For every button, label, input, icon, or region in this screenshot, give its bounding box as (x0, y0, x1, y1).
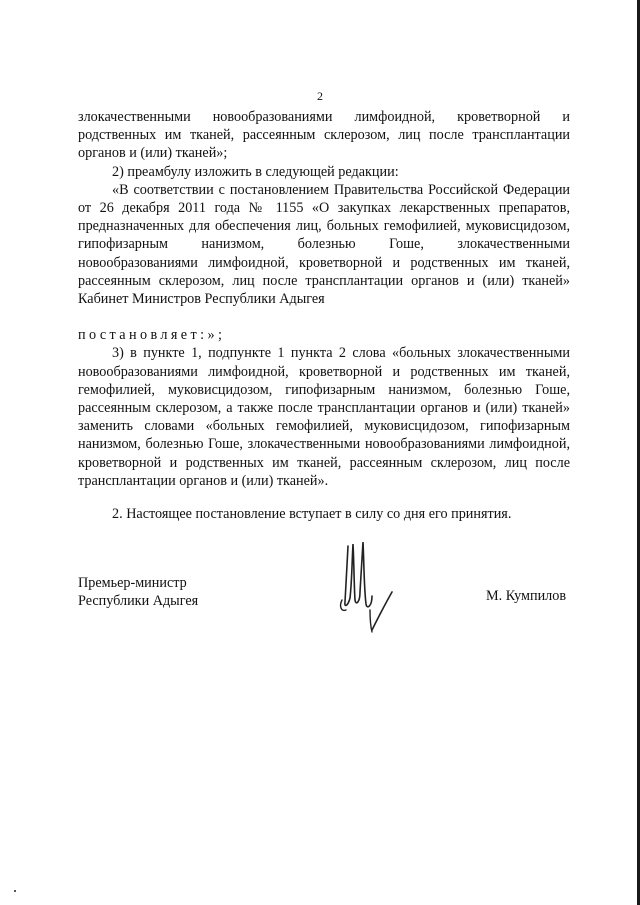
decree-word: постановляет:»; (78, 327, 226, 344)
signatory-title-line1: Премьер-министр (78, 575, 187, 591)
document-body (78, 108, 570, 523)
scan-speck (14, 890, 16, 892)
handwritten-signature (330, 540, 400, 640)
paragraph-preamble-item: 2) преамбулу изложить в следующей редакции: (112, 163, 399, 180)
paragraph-continuation: злокачественными новообразованиями лимфоидной, кроветворной и родственных им тканей, рассеянным склерозом, лиц после трансплантации органов и (или) тканей»; (78, 109, 570, 162)
signatory-title-line2: Республики Адыгея (78, 593, 199, 610)
paragraph-item-3: 3) в пункте 1, подпункте 1 пункта 2 слова «больных злокачественными новообразованиями лимфоидной, кроветворной и родственных им тканей, гемофилией, муковисцидозом, гипофизарным нанизмом, болезнью Гоше, рассеянным склерозом, а также после трансплантации органов и (или) тканей» заменить словами «больных гемофилией, муковисцидозом, гипофизарным нанизмом, болезнью Гоше, злокачественными новообразованиями лимфоидной, кроветворной и родственных им тканей, рассеянным склерозом, лиц после трансплантации органов и (или) тканей». (78, 345, 570, 489)
paragraph-preamble-text: «В соответствии с постановлением Правительства Российской Федерации от 26 декабря 2011 года № 1155 «О закупках лекарственных препаратов, предназначенных для обеспечения лиц, больных гемофилией, муковисцидозом, гипофизарным нанизмом, болезнью Гоше, злокачественными новообразованиями лимфоидной, кроветворной и родственных им тканей, рассеянным склерозом, лиц после трансплантации органов и (или) тканей» Кабинет Министров Республики Адыгея (78, 181, 570, 308)
signatory-name: М. Кумпилов (486, 588, 567, 604)
signatory-title (78, 574, 198, 610)
paragraph-effective-date: 2. Настоящее постановление вступает в силу со дня его принятия. (112, 506, 512, 523)
page-number: 2 (317, 89, 323, 103)
